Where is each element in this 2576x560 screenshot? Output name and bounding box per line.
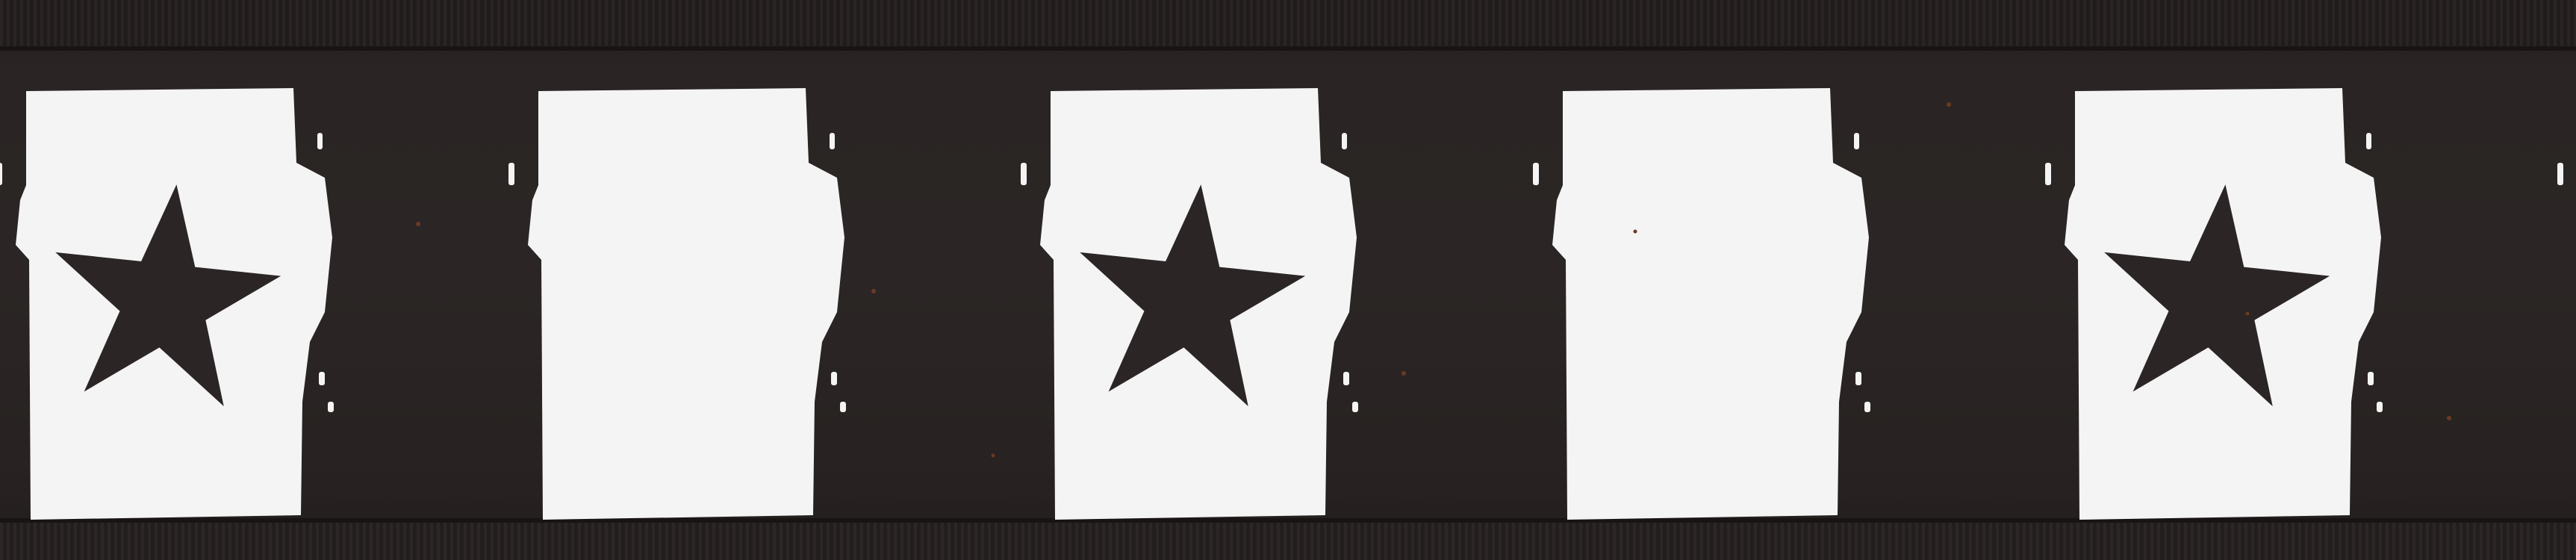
white-fleck xyxy=(2366,133,2371,149)
white-fleck xyxy=(1021,163,1027,185)
ribbon-panel xyxy=(2045,88,2383,520)
white-fleck xyxy=(1864,402,1870,412)
white-fleck xyxy=(319,372,325,385)
ribbon-panel xyxy=(1021,88,1358,520)
white-fleck xyxy=(2377,402,2383,412)
white-fleck xyxy=(1854,133,1859,149)
white-fleck xyxy=(1343,372,1349,385)
white-fleck xyxy=(2045,163,2051,185)
white-panel xyxy=(1552,88,1869,520)
white-fleck xyxy=(831,372,837,385)
ribbon-panel xyxy=(0,88,334,520)
ribbon-top-line xyxy=(0,46,2576,51)
white-fleck xyxy=(2368,372,2374,385)
ribbon-bottom-line xyxy=(0,518,2576,523)
white-fleck xyxy=(2557,163,2563,185)
white-fleck xyxy=(1352,402,1358,412)
white-fleck xyxy=(508,163,514,185)
white-fleck xyxy=(1533,163,1539,185)
ribbon-panel xyxy=(508,88,846,520)
ribbon-panel xyxy=(1533,88,1870,520)
panel-row xyxy=(0,88,2576,520)
white-panel xyxy=(528,88,844,520)
ribbon-bottom-selvedge xyxy=(0,523,2576,560)
ribbon-panel xyxy=(2557,88,2576,520)
white-fleck xyxy=(1855,372,1861,385)
white-fleck xyxy=(830,133,835,149)
white-fleck xyxy=(0,163,2,185)
ribbon-top-selvedge xyxy=(0,0,2576,46)
white-fleck xyxy=(328,402,334,412)
white-fleck xyxy=(1342,133,1347,149)
white-fleck xyxy=(840,402,846,412)
white-fleck xyxy=(317,133,323,149)
